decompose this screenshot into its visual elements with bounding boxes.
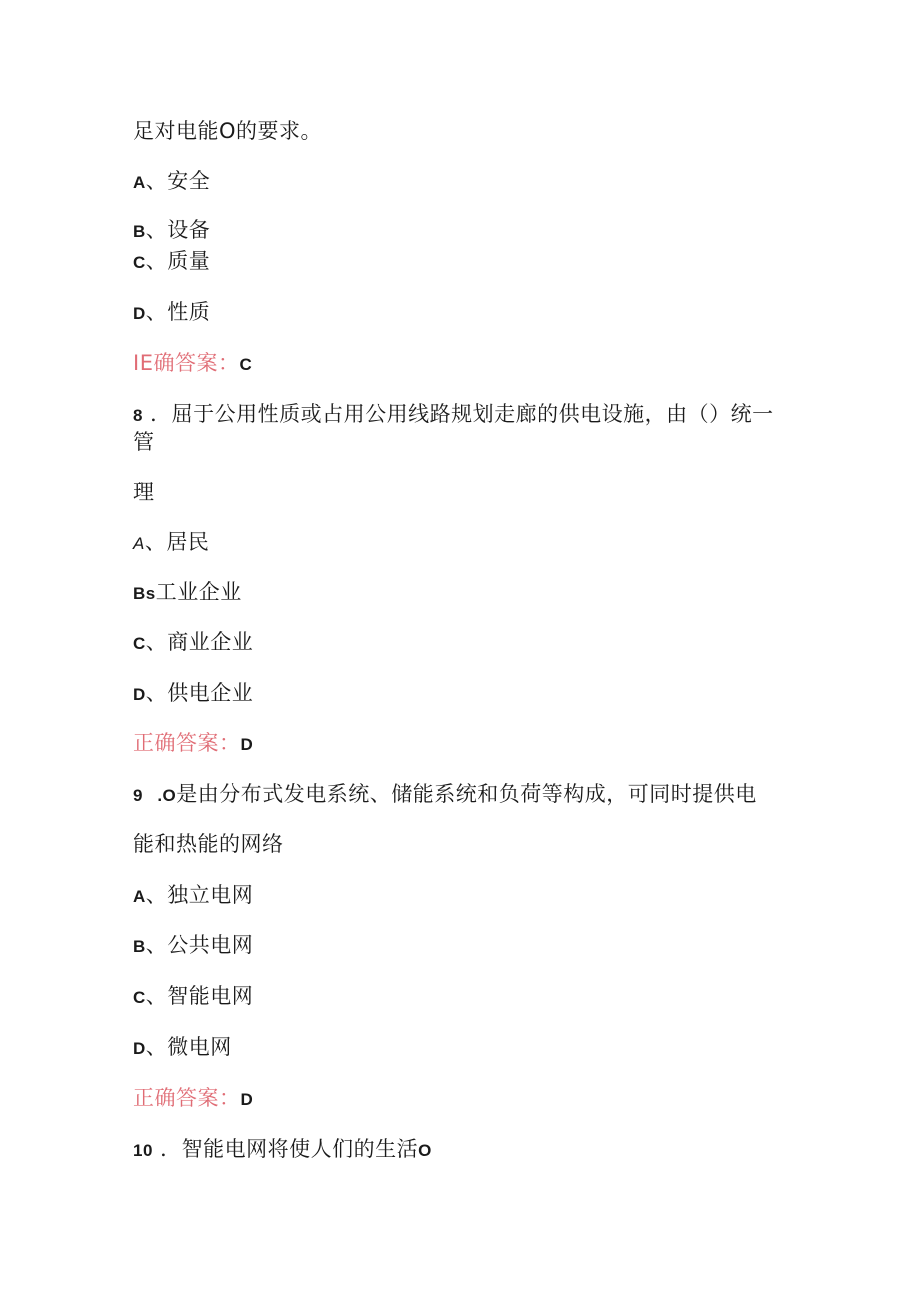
q8-answer	[133, 729, 253, 759]
option-text: 商业企业	[167, 630, 254, 654]
option-text: 性质	[167, 300, 211, 324]
answer-label: 正确答案：	[133, 731, 241, 755]
question-number: 8	[133, 406, 143, 425]
q8-stem-line3	[133, 478, 155, 506]
option-sep: 、	[145, 630, 168, 654]
option-sep: 、	[145, 300, 168, 324]
option-text: 居民	[166, 530, 210, 554]
option-text: 供电企业	[167, 681, 254, 705]
option-sep: 、	[145, 681, 168, 705]
q9-option-c	[133, 982, 253, 1012]
answer-value: D	[240, 1090, 254, 1109]
option-letter: C	[133, 634, 146, 653]
option-letter: C	[133, 253, 146, 272]
option-letter: D	[133, 1039, 146, 1058]
q7-stem-text: 足对电能O的要求。	[133, 119, 323, 143]
q7-answer	[133, 349, 252, 379]
option-text: 设备	[167, 218, 211, 242]
option-letter: B	[133, 222, 146, 241]
q8-option-a	[133, 528, 209, 558]
option-sep: 、	[145, 883, 168, 907]
option-sep: 、	[145, 984, 168, 1008]
option-letter: D	[133, 685, 146, 704]
option-text: 微电网	[167, 1035, 232, 1059]
q7-option-d	[133, 298, 210, 328]
q10-stem-bold-tail: O	[418, 1141, 432, 1160]
q9-option-a	[133, 881, 253, 911]
option-sep: 、	[145, 933, 168, 957]
q10-stem-text: ．智能电网将使人们的生活	[160, 1137, 419, 1161]
q8-stem-line2	[133, 428, 155, 456]
option-text: 独立电网	[167, 883, 254, 907]
q8-option-d	[133, 679, 253, 709]
option-text: 安全	[167, 169, 211, 193]
option-sep: 、	[145, 1035, 168, 1059]
answer-label: 正确答案：	[133, 1086, 241, 1110]
answer-value: D	[240, 735, 254, 754]
q7-option-c	[133, 247, 210, 277]
option-letter: A	[133, 534, 145, 553]
option-letter: D	[133, 304, 146, 323]
q8-stem-text-3: 理	[133, 480, 155, 504]
q9-stem-line2	[133, 830, 284, 858]
q8-stem-line1	[133, 400, 774, 430]
q7-option-a	[133, 167, 210, 197]
q9-stem-line1	[133, 780, 757, 810]
option-letter: C	[133, 988, 146, 1007]
answer-value: C	[239, 355, 253, 374]
q8-stem-text-2: 管	[133, 430, 155, 454]
answer-label: IE确答案：	[133, 351, 240, 375]
q7-option-b	[133, 216, 210, 246]
option-sep: 、	[145, 249, 168, 273]
q8-option-b	[133, 578, 242, 608]
option-sep: 、	[144, 530, 167, 554]
q9-stem-bold: .O	[157, 786, 177, 805]
q7-stem	[133, 117, 322, 145]
question-number: 10	[133, 1141, 153, 1160]
option-text: 工业企业	[155, 580, 242, 604]
option-sep: 、	[145, 218, 168, 242]
q9-stem-text-2: 能和热能的网络	[133, 832, 284, 856]
q8-stem-text: ．屈于公用性质或占用公用线路规划走廊的供电设施，由（）统一	[150, 402, 774, 426]
option-text: 质量	[167, 249, 211, 273]
q9-stem-text: 是由分布式发电系统、储能系统和负荷等构成，可同时提供电	[176, 782, 757, 806]
question-number: 9	[133, 786, 143, 805]
option-letter: A	[133, 887, 146, 906]
q10-stem	[133, 1135, 432, 1165]
option-letter: B	[133, 937, 146, 956]
option-text: 公共电网	[167, 933, 254, 957]
q9-option-b	[133, 931, 253, 961]
option-text: 智能电网	[167, 984, 254, 1008]
option-letter: A	[133, 173, 146, 192]
q9-option-d	[133, 1033, 232, 1063]
option-letter: Bs	[133, 584, 156, 603]
q9-answer	[133, 1084, 253, 1114]
q8-option-c	[133, 628, 253, 658]
option-sep: 、	[145, 169, 168, 193]
